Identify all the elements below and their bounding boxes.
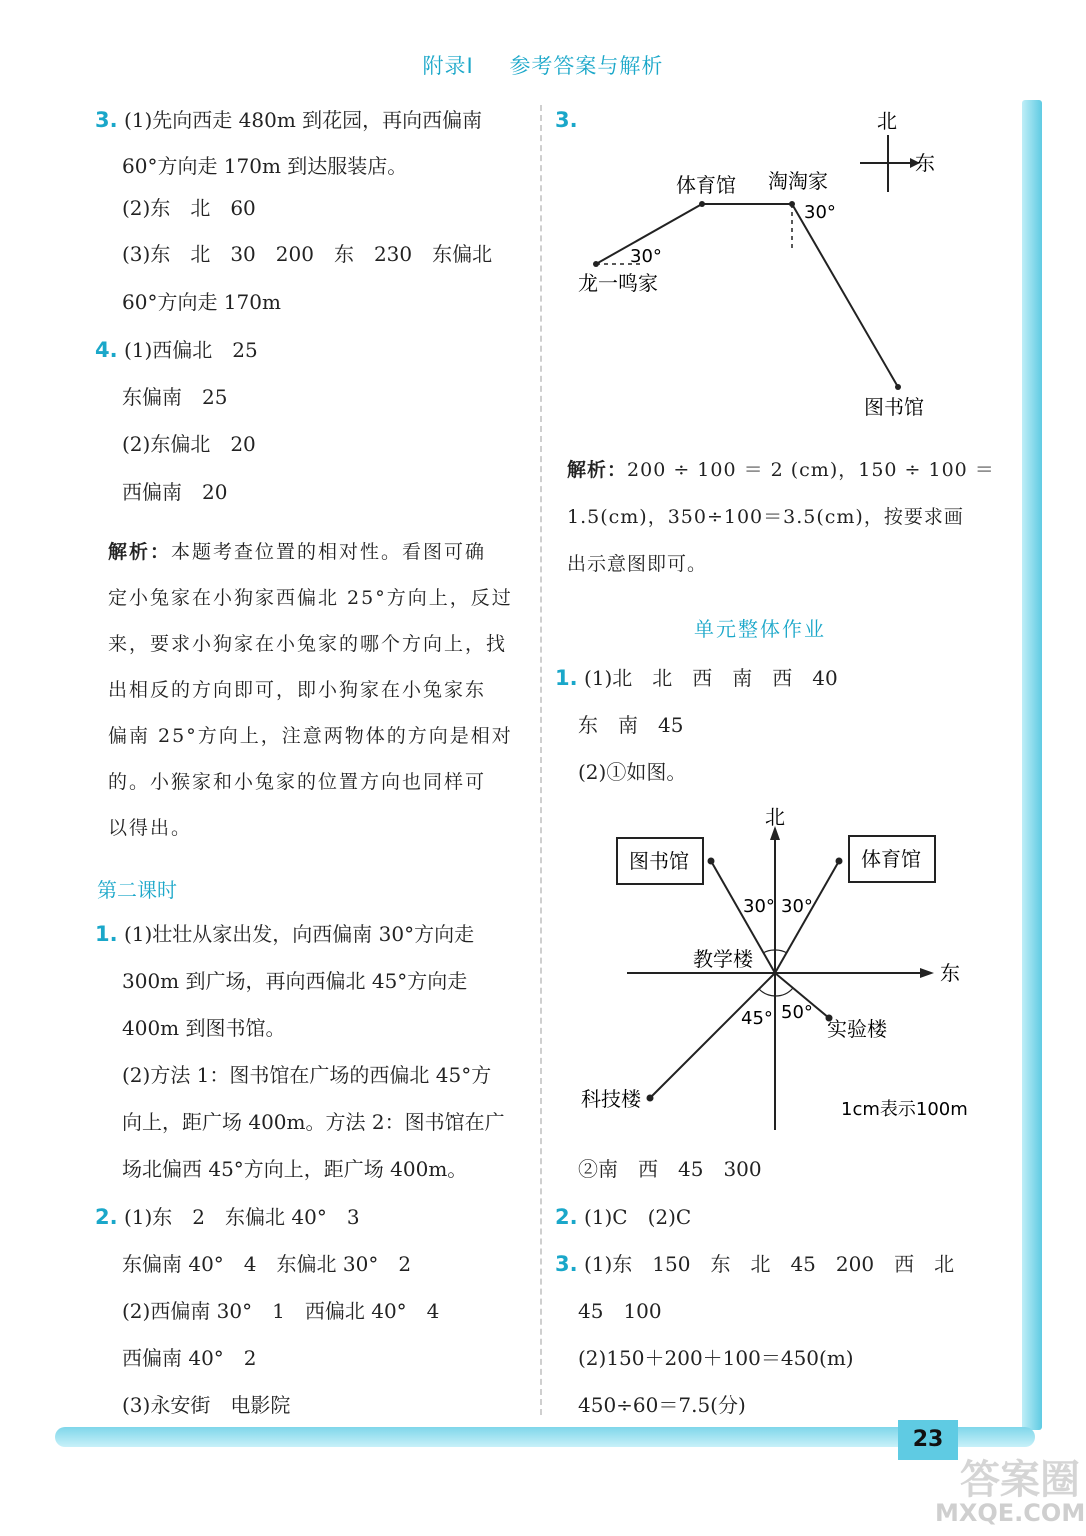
section-lesson2: 第二课时 xyxy=(97,878,177,902)
right-u3-line4: 450÷60＝7.5(分) xyxy=(578,1393,746,1417)
route-diagram xyxy=(570,100,950,430)
route-point-gym xyxy=(699,201,705,207)
left-jiexi-line3: 来，要求小狗家在小兔家的哪个方向上，找 xyxy=(108,633,508,655)
watermark-line2: MXQE.COM xyxy=(935,1499,1086,1527)
left-q3-line3: (2)东 北 60 xyxy=(122,196,256,220)
route-east-label: 东 xyxy=(915,151,935,175)
campus-ray-tech xyxy=(650,973,775,1098)
bottom-decoration-bar xyxy=(55,1427,1035,1447)
left-s2q2-line1: 2. (1)东 2 东偏北 40° 3 xyxy=(95,1205,360,1229)
left-s2q2-line4: 西偏南 40° 2 xyxy=(122,1346,257,1370)
campus-north-label: 北 xyxy=(765,805,785,829)
left-jiexi-line6: 的。小猴家和小兔家的位置方向也同样可 xyxy=(108,771,487,793)
left-q4-line4: 西偏南 20 xyxy=(122,480,228,504)
left-s2q2-line2: 东偏南 40° 4 东偏北 30° 2 xyxy=(122,1252,412,1276)
left-q4-line1: 4. (1)西偏北 25 xyxy=(95,338,258,362)
route-label-gym: 体育馆 xyxy=(676,173,736,197)
watermark xyxy=(935,1457,1086,1530)
left-jiexi-line7: 以得出。 xyxy=(108,817,193,839)
route-north-label: 北 xyxy=(877,109,897,133)
column-divider xyxy=(540,105,542,1415)
right-jiexi-line2: 1.5(cm)，350÷100＝3.5(cm)，按要求画 xyxy=(567,506,964,528)
campus-point-gym xyxy=(836,858,843,865)
campus-tech-label: 科技楼 xyxy=(581,1087,641,1111)
left-q3-number: 3. xyxy=(95,108,118,132)
campus-arc-3 xyxy=(759,989,775,996)
left-s2q2-number: 2. xyxy=(95,1205,118,1229)
left-q3-line5: 60°方向走 170m xyxy=(122,290,281,314)
route-segment-3 xyxy=(792,204,898,387)
campus-point-library xyxy=(708,858,715,865)
campus-angle-1: 30° xyxy=(743,896,775,917)
route-label-library: 图书馆 xyxy=(864,395,924,419)
campus-east-arrow-icon xyxy=(920,968,934,978)
left-s2q1-line3: 400m 到图书馆。 xyxy=(122,1016,286,1040)
left-jiexi-line5: 偏南 25°方向上，注意两物体的方向是相对 xyxy=(108,725,513,747)
campus-gym-label: 体育馆 xyxy=(861,847,921,871)
side-decoration-bar xyxy=(1022,100,1042,1430)
right-u1-line1: 1. (1)北 北 西 南 西 40 xyxy=(555,666,838,690)
left-jiexi-line4: 出相反的方向即可，即小狗家在小兔家东 xyxy=(108,679,487,701)
left-s2q1-number: 1. xyxy=(95,922,118,946)
right-jiexi-line1: 解析：200 ÷ 100 ＝ 2 (cm)，150 ÷ 100 ＝ xyxy=(567,459,995,481)
right-jiexi-line3: 出示意图即可。 xyxy=(567,553,708,575)
campus-arc-4 xyxy=(775,988,793,996)
campus-east-label: 东 xyxy=(940,961,960,985)
left-q4-number: 4. xyxy=(95,338,118,362)
left-s2q1-line2: 300m 到广场，再向西偏北 45°方向走 xyxy=(122,969,468,993)
campus-library-label: 图书馆 xyxy=(629,849,689,873)
right-jiexi-label: 解析： xyxy=(567,459,628,481)
left-jiexi-label: 解析： xyxy=(108,541,172,563)
page-header xyxy=(0,50,1086,80)
right-u3-line1: 3. (1)东 150 东 北 45 200 西 北 xyxy=(555,1252,955,1276)
campus-ray-gym xyxy=(775,861,839,973)
campus-center-label: 教学楼 xyxy=(693,947,753,971)
left-q4-line3: (2)东偏北 20 xyxy=(122,432,256,456)
route-point-taotao xyxy=(789,201,795,207)
right-u1-line2: 东 南 45 xyxy=(578,713,684,737)
page-number: 23 xyxy=(898,1420,958,1460)
route-label-long: 龙一鸣家 xyxy=(578,271,658,295)
route-point-library xyxy=(895,384,901,390)
campus-angle-4: 50° xyxy=(781,1002,813,1023)
route-angle-2: 30° xyxy=(804,202,836,223)
watermark-line1: 答案圈 xyxy=(960,1457,1080,1503)
left-s2q1-line4: (2)方法 1：图书馆在广场的西偏北 45°方 xyxy=(122,1063,492,1087)
route-point-long xyxy=(593,261,599,267)
right-q3-number: 3. xyxy=(555,108,578,132)
campus-angle-3: 45° xyxy=(741,1008,773,1029)
campus-lab-label: 实验楼 xyxy=(827,1017,887,1041)
left-q3-line4: (3)东 北 30 200 东 230 东偏北 xyxy=(122,242,493,266)
campus-point-tech xyxy=(647,1095,654,1102)
left-s2q1-line1: 1. (1)壮壮从家出发，向西偏南 30°方向走 xyxy=(95,922,475,946)
right-u2-line: 2. (1)C (2)C xyxy=(555,1205,692,1229)
route-label-taotao: 淘淘家 xyxy=(768,169,828,193)
campus-arc-1 xyxy=(763,950,775,953)
right-u2-number: 2. xyxy=(555,1205,578,1229)
left-jiexi-line2: 定小兔家在小狗家西偏北 25°方向上，反过 xyxy=(108,587,513,609)
left-s2q1-line5: 向上，距广场 400m。方法 2：图书馆在广 xyxy=(122,1110,505,1134)
right-u1-number: 1. xyxy=(555,666,578,690)
campus-diagram xyxy=(581,800,990,1140)
route-angle-1: 30° xyxy=(630,246,662,267)
left-s2q1-line6: 场北偏西 45°方向上，距广场 400m。 xyxy=(122,1157,468,1181)
right-u1-line3: (2)①如图。 xyxy=(578,760,687,784)
right-u3-number: 3. xyxy=(555,1252,578,1276)
header-title: 参考答案与解析 xyxy=(509,54,664,78)
campus-arc-2 xyxy=(775,950,787,953)
left-q3-line2: 60°方向走 170m 到达服装店。 xyxy=(122,154,408,178)
campus-scale-label: 1cm表示100m xyxy=(841,1099,968,1120)
left-s2q2-line5: (3)永安街 电影院 xyxy=(122,1393,291,1417)
right-u3-line3: (2)150＋200＋100＝450(m) xyxy=(578,1346,854,1370)
right-u3-line2: 45 100 xyxy=(578,1299,662,1323)
left-q4-line2: 东偏南 25 xyxy=(122,385,228,409)
left-q3-line1: 3. (1)先向西走 480m 到花园，再向西偏南 xyxy=(95,108,483,132)
header-appendix: 附录Ⅰ xyxy=(422,54,474,78)
campus-angle-2: 30° xyxy=(781,896,813,917)
right-u1-after: ②南 西 45 300 xyxy=(578,1157,762,1181)
left-s2q2-line3: (2)西偏南 30° 1 西偏北 40° 4 xyxy=(122,1299,440,1323)
left-jiexi-line1: 解析：本题考查位置的相对性。看图可确 xyxy=(108,541,487,563)
section-unit-homework: 单元整体作业 xyxy=(694,617,826,641)
